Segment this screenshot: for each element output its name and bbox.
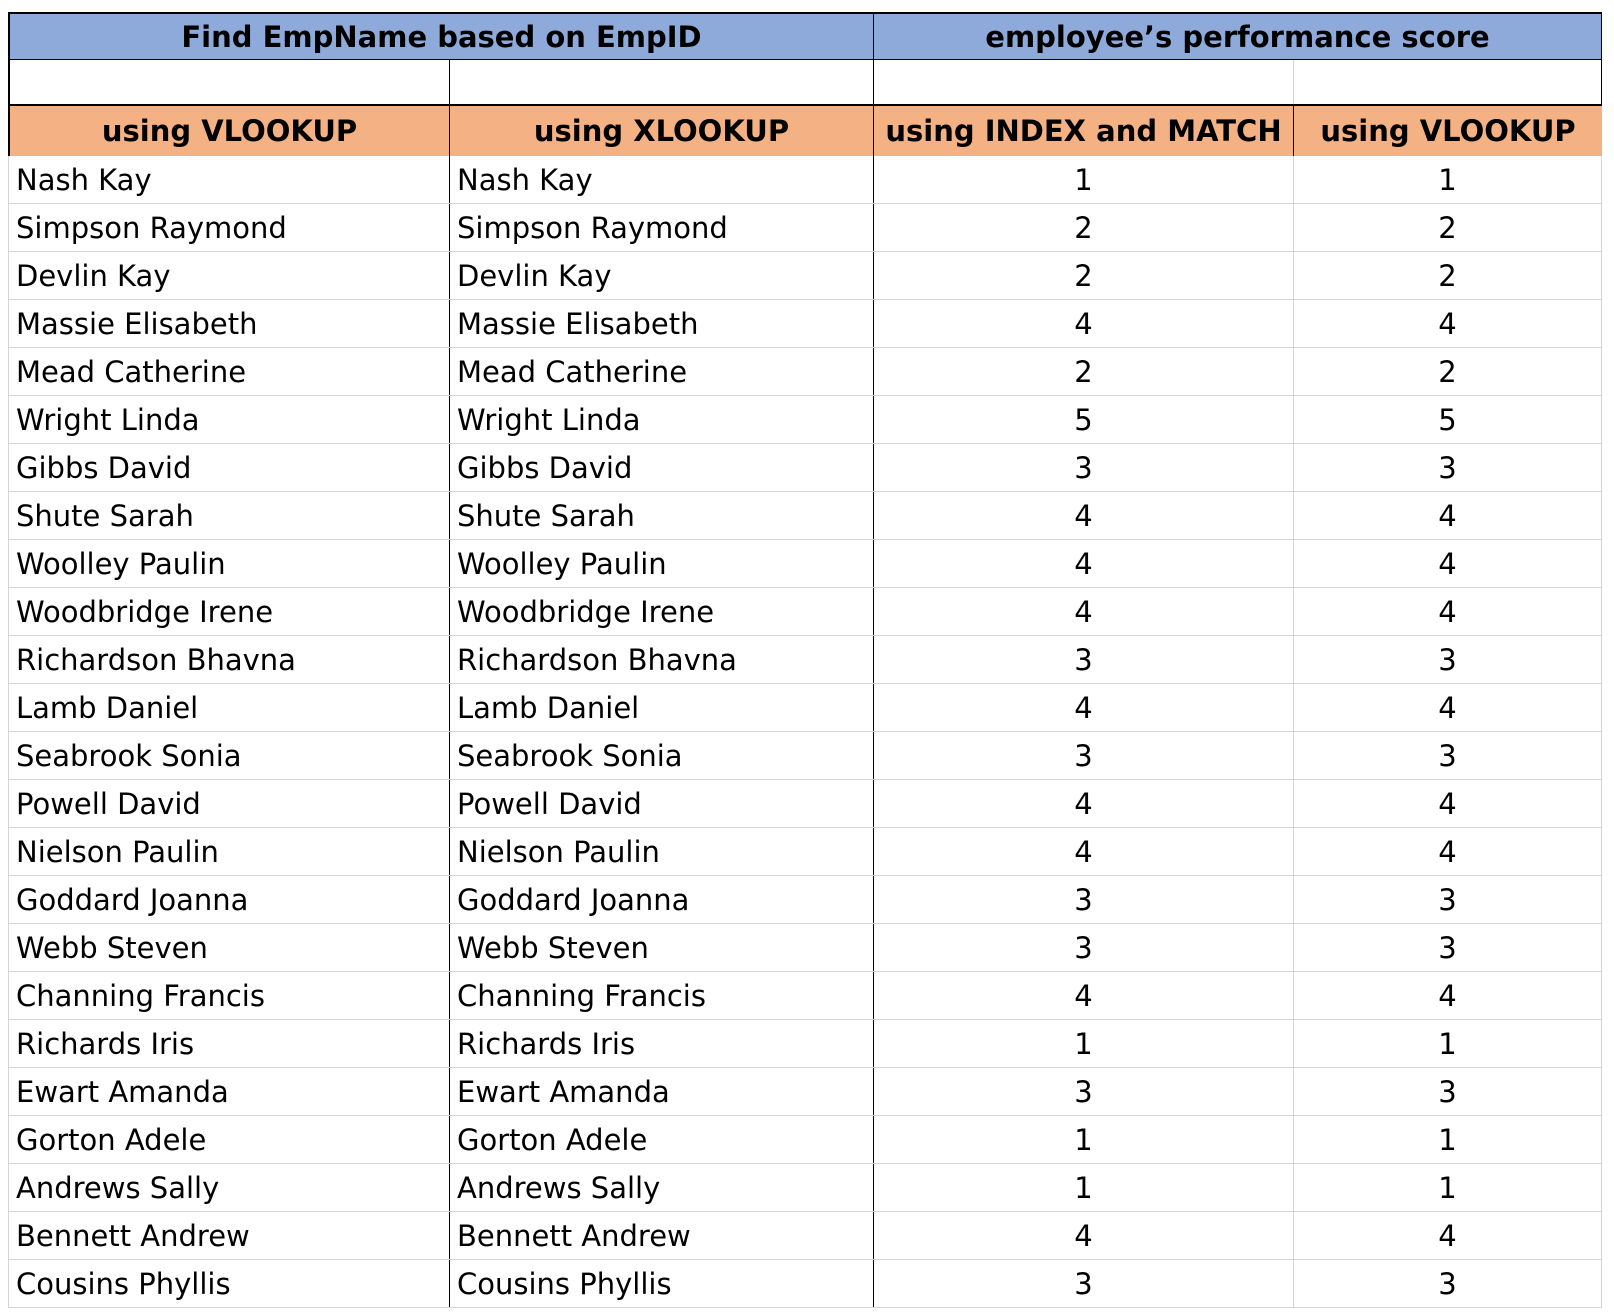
table-row [8,588,1602,636]
cell-vlookup-name[interactable]: Richards Iris [8,1020,450,1067]
cell-vlookup-name[interactable]: Shute Sarah [8,492,450,539]
cell-xlookup-name[interactable]: Bennett Andrew [450,1212,874,1259]
cell-index-match-score[interactable]: 4 [874,828,1294,875]
cell-xlookup-name[interactable]: Gibbs David [450,444,874,491]
cell-xlookup-name[interactable]: Richardson Bhavna [450,636,874,683]
cell-index-match-score[interactable]: 2 [874,252,1294,299]
table-row [8,684,1602,732]
blank-cell[interactable] [874,60,1294,104]
blank-cell[interactable] [8,60,450,104]
cell-xlookup-name[interactable]: Nielson Paulin [450,828,874,875]
cell-vlookup-score[interactable]: 4 [1294,972,1602,1019]
cell-vlookup-score[interactable]: 4 [1294,1212,1602,1259]
column-header-index-match[interactable]: using INDEX and MATCH [874,106,1294,156]
table-row [8,828,1602,876]
cell-index-match-score[interactable]: 5 [874,396,1294,443]
cell-xlookup-name[interactable]: Simpson Raymond [450,204,874,251]
table-row [8,732,1602,780]
cell-vlookup-score[interactable]: 2 [1294,252,1602,299]
cell-vlookup-score[interactable]: 3 [1294,924,1602,971]
cell-index-match-score[interactable]: 3 [874,636,1294,683]
cell-vlookup-score[interactable]: 1 [1294,1020,1602,1067]
cell-xlookup-name[interactable]: Nash Kay [450,156,874,203]
cell-index-match-score[interactable]: 4 [874,972,1294,1019]
cell-vlookup-name[interactable]: Gorton Adele [8,1116,450,1163]
cell-vlookup-score[interactable]: 3 [1294,732,1602,779]
table-row [8,924,1602,972]
cell-xlookup-name[interactable]: Channing Francis [450,972,874,1019]
group-header-row [8,12,1602,60]
table-row [8,156,1602,204]
cell-vlookup-score[interactable]: 4 [1294,300,1602,347]
cell-index-match-score[interactable]: 4 [874,1212,1294,1259]
cell-vlookup-name[interactable]: Lamb Daniel [8,684,450,731]
cell-xlookup-name[interactable]: Gorton Adele [450,1116,874,1163]
table-row [8,1020,1602,1068]
cell-xlookup-name[interactable]: Woolley Paulin [450,540,874,587]
column-header-row [8,106,1602,156]
table-row [8,1260,1602,1308]
cell-vlookup-name[interactable]: Channing Francis [8,972,450,1019]
cell-index-match-score[interactable]: 4 [874,300,1294,347]
cell-vlookup-name[interactable]: Woolley Paulin [8,540,450,587]
table-row [8,492,1602,540]
cell-vlookup-score[interactable]: 4 [1294,684,1602,731]
table-row [8,972,1602,1020]
cell-vlookup-score[interactable]: 3 [1294,876,1602,923]
cell-index-match-score[interactable]: 4 [874,492,1294,539]
cell-vlookup-score[interactable]: 1 [1294,156,1602,203]
cell-index-match-score[interactable]: 4 [874,540,1294,587]
cell-vlookup-score[interactable]: 1 [1294,1164,1602,1211]
cell-index-match-score[interactable]: 3 [874,732,1294,779]
table-row [8,1068,1602,1116]
cell-vlookup-name[interactable]: Seabrook Sonia [8,732,450,779]
blank-cell[interactable] [450,60,874,104]
cell-vlookup-name[interactable]: Powell David [8,780,450,827]
cell-vlookup-score[interactable]: 4 [1294,588,1602,635]
cell-xlookup-name[interactable]: Woodbridge Irene [450,588,874,635]
table-row [8,348,1602,396]
cell-vlookup-score[interactable]: 2 [1294,348,1602,395]
cell-index-match-score[interactable]: 2 [874,348,1294,395]
cell-vlookup-name[interactable]: Bennett Andrew [8,1212,450,1259]
cell-vlookup-score[interactable]: 3 [1294,636,1602,683]
cell-index-match-score[interactable]: 1 [874,1164,1294,1211]
cell-vlookup-name[interactable]: Simpson Raymond [8,204,450,251]
cell-xlookup-name[interactable]: Cousins Phyllis [450,1260,874,1307]
table-row [8,1164,1602,1212]
cell-vlookup-score[interactable]: 4 [1294,540,1602,587]
blank-row [8,60,1602,106]
cell-xlookup-name[interactable]: Powell David [450,780,874,827]
cell-vlookup-name[interactable]: Nielson Paulin [8,828,450,875]
column-header-vlookup-score[interactable]: using VLOOKUP [1320,114,1576,148]
column-header-vlookup[interactable]: using VLOOKUP [8,106,450,156]
cell-xlookup-name[interactable]: Shute Sarah [450,492,874,539]
cell-vlookup-name[interactable]: Nash Kay [8,156,450,203]
cell-vlookup-name[interactable]: Devlin Kay [8,252,450,299]
cell-vlookup-name[interactable]: Wright Linda [8,396,450,443]
cell-vlookup-name[interactable]: Andrews Sally [8,1164,450,1211]
table-row [8,300,1602,348]
cell-vlookup-score[interactable]: 1 [1294,1116,1602,1163]
cell-vlookup-name[interactable]: Richardson Bhavna [8,636,450,683]
table-row [8,636,1602,684]
cell-index-match-score[interactable]: 3 [874,924,1294,971]
cell-index-match-score[interactable]: 1 [874,1116,1294,1163]
cell-xlookup-name[interactable]: Lamb Daniel [450,684,874,731]
cell-vlookup-score[interactable]: 5 [1294,396,1602,443]
cell-xlookup-name[interactable]: Webb Steven [450,924,874,971]
cell-index-match-score[interactable]: 3 [874,1068,1294,1115]
cell-vlookup-score[interactable]: 4 [1294,780,1602,827]
cell-index-match-score[interactable]: 4 [874,780,1294,827]
table-row [8,396,1602,444]
table-row [8,540,1602,588]
table-row [8,444,1602,492]
cell-index-match-score[interactable]: 4 [874,684,1294,731]
cell-xlookup-name[interactable]: Richards Iris [450,1020,874,1067]
cell-vlookup-name[interactable]: Woodbridge Irene [8,588,450,635]
table-row [8,1212,1602,1260]
cell-vlookup-score[interactable]: 3 [1294,1260,1602,1307]
cell-index-match-score[interactable]: 3 [874,876,1294,923]
cell-xlookup-name[interactable]: Massie Elisabeth [450,300,874,347]
cell-vlookup-name[interactable]: Ewart Amanda [8,1068,450,1115]
cell-vlookup-score[interactable]: 3 [1294,444,1602,491]
cell-xlookup-name[interactable]: Seabrook Sonia [450,732,874,779]
cell-vlookup-name[interactable]: Cousins Phyllis [8,1260,450,1307]
cell-vlookup-score[interactable]: 4 [1294,492,1602,539]
cell-index-match-score[interactable]: 4 [874,588,1294,635]
column-header-xlookup[interactable]: using XLOOKUP [450,106,874,156]
cell-xlookup-name[interactable]: Andrews Sally [450,1164,874,1211]
group-header-performance[interactable]: employee’s performance score [874,14,1602,59]
cell-xlookup-name[interactable]: Wright Linda [450,396,874,443]
table-row [8,252,1602,300]
cell-vlookup-name[interactable]: Mead Catherine [8,348,450,395]
cell-vlookup-score[interactable]: 3 [1294,1068,1602,1115]
cell-vlookup-score[interactable]: 4 [1294,828,1602,875]
table-row [8,204,1602,252]
group-header-empname[interactable]: Find EmpName based on EmpID [8,14,874,59]
cell-index-match-score[interactable]: 1 [874,1020,1294,1067]
cell-index-match-score[interactable]: 3 [874,444,1294,491]
cell-xlookup-name[interactable]: Devlin Kay [450,252,874,299]
cell-vlookup-name[interactable]: Webb Steven [8,924,450,971]
cell-index-match-score[interactable]: 2 [874,204,1294,251]
cell-index-match-score[interactable]: 1 [874,156,1294,203]
cell-index-match-score[interactable]: 3 [874,1260,1294,1307]
table-row [8,876,1602,924]
table-row [8,1116,1602,1164]
cell-vlookup-name[interactable]: Goddard Joanna [8,876,450,923]
cell-xlookup-name[interactable]: Goddard Joanna [450,876,874,923]
cell-vlookup-name[interactable]: Gibbs David [8,444,450,491]
cell-vlookup-score[interactable]: 2 [1294,204,1602,251]
cell-vlookup-name[interactable]: Massie Elisabeth [8,300,450,347]
cell-xlookup-name[interactable]: Ewart Amanda [450,1068,874,1115]
blank-cell[interactable] [1294,60,1602,104]
table-row [8,780,1602,828]
cell-xlookup-name[interactable]: Mead Catherine [450,348,874,395]
